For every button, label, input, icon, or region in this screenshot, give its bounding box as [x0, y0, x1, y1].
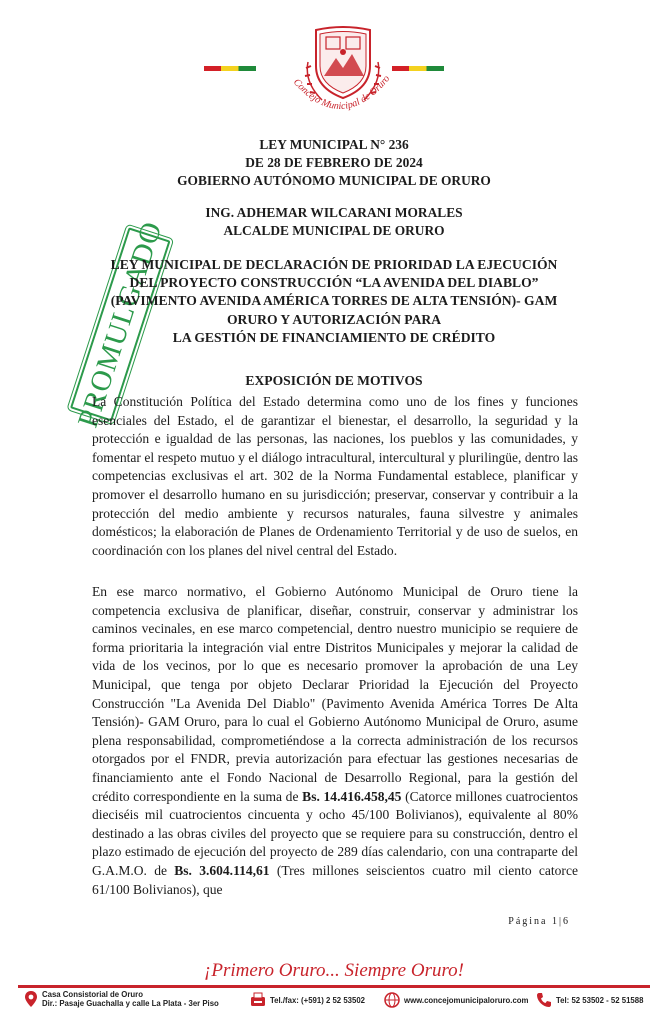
website-link[interactable]: www.concejomunicipaloruro.com [404, 995, 529, 1005]
telfax-text: Tel./fax: (+591) 2 52 53502 [270, 995, 365, 1005]
footer-motto: ¡Primero Oruro... Siempre Oruro! [203, 960, 464, 981]
law-title-line: LA GESTIÓN DE FINANCIAMIENTO DE CRÉDITO [172, 329, 496, 345]
footer-divider [18, 985, 650, 988]
footer-telfax [250, 992, 365, 1008]
mayor-title: ALCALDE MUNICIPAL DE ORURO [223, 223, 445, 238]
page-number: Página 1|6 [508, 916, 570, 927]
promulgado-stamp: PROMULGADO [70, 227, 171, 421]
law-title [60, 256, 608, 347]
flag-stripe-left [204, 66, 256, 71]
globe-icon [384, 992, 400, 1008]
phones-text: Tel: 52 53502 - 52 51588 [556, 995, 644, 1005]
footer [18, 990, 650, 1012]
law-title-line: DEL PROYECTO CONSTRUCCIÓN “LA AVENIDA DEL DIABLO” [129, 275, 539, 291]
paragraph-2-part-a: En ese marco normativo, el Gobierno Autónomo Municipal de Oruro tiene la competencia exclusiva de planificar, diseñar, construir, conservar y administrar los caminos vecinales, en ese marco competencial, dentro nuestro municipio se requiere de forma prioritaria la integración vial entre Distritos Municipales y mejorar la calidad de vida de los vecinos, por lo que es necesario promover la aprobación de una Ley Municipal, que tenga por objeto Declarar Prioridad la Ejecución del Proyecto Construcción "La Avenida Del Diablo" (Pavimento Avenida América Torres De Alta Tensión)- GAM Oruro, para lo cual el Gobierno Autónomo Municipal de Oruro, asume plena responsabilidad, comprometiéndose a la correcta administración de los recursos otorgados por el FNDR, previa autorización para efectuar las gestiones necesarias de financiamiento ante el Fondo Nacional de Desarrollo Regional, para la gestión del crédito correspondiente en la suma de [92, 584, 578, 804]
address-line-2: Dir.: Pasaje Guachalla y calle La Plata - 3er Piso [42, 999, 219, 1008]
paragraph-2 [92, 583, 578, 899]
paragraph-2-part-b: (Catorce millones cuatrocientos dieciséis mil cuatrocientos cincuenta y ocho 45/100 Bolivianos), equivalente al 80% destinado a las obras civiles del proyecto que se requiere para su construcción, dentro el plazo estimado de ejecución del proyecto de 289 días calendario, con una contraparte del G.A.M.O. de [92, 788, 578, 878]
section-heading: EXPOSICIÓN DE MOTIVOS [245, 373, 423, 388]
law-title-line: LEY MUNICIPAL DE DECLARACIÓN DE PRIORIDAD LA EJECUCIÓN [110, 257, 558, 272]
svg-text:Concejo Municipal de Oruro: Concejo Municipal de Oruro [290, 73, 393, 113]
footer-address [24, 990, 219, 1008]
footer-phones [536, 992, 643, 1008]
seal-caption [280, 72, 400, 132]
law-date: DE 28 DE FEBRERO DE 2024 [245, 155, 423, 170]
location-pin-icon [24, 990, 38, 1008]
address-line-1: Casa Consistorial de Oruro [42, 990, 143, 999]
law-number: LEY MUNICIPAL N° 236 [259, 137, 409, 152]
amount-counterpart: Bs. 3.604.114,61 [174, 862, 270, 878]
law-title-line: (PAVIMENTO AVENIDA AMÉRICA TORRES DE ALTA TENSIÓN)- GAM [110, 293, 558, 309]
law-header [60, 136, 608, 190]
flag-stripe-right [392, 66, 444, 71]
footer-website[interactable] [384, 992, 528, 1008]
paragraph-2-part-c: (Tres millones seiscientos cuatro mil ciento catorce 61/100 Bolivianos), que [92, 862, 578, 897]
law-title-line: ORURO Y AUTORIZACIÓN PARA [226, 311, 442, 327]
law-government: GOBIERNO AUTÓNOMO MUNICIPAL DE ORURO [177, 173, 491, 188]
fax-icon [250, 992, 266, 1008]
mayor-block [60, 204, 608, 240]
paragraph-1: La Constitución Política del Estado determina como uno de los fines y funciones esenciales del Estado, el de garantizar el bienestar, el desarrollo, la seguridad y la protección e igualdad de las personas, las naciones, los pueblos y las comunidades, y fomentar el respeto mutuo y el diálogo intracultural, intercultural y plurilingüe, dentro las competencias exclusivas el art. 302 de la Norma Fundamental establece, planificar y promover el desarrollo humano en su jurisdicción; preservar, conservar y contribuir a la protección del medio ambiente y recursos naturales, fauna silvestre y animales domésticos; la elaboración de Planes de Ordenamiento Territorial y de uso de suelos, en coordinación con los planes del nivel central del Estado. [92, 394, 578, 558]
amount-credit: Bs. 14.416.458,45 [302, 788, 402, 804]
phone-icon [536, 992, 552, 1008]
mayor-name: ING. ADHEMAR WILCARANI MORALES [205, 205, 463, 220]
stamp-wrapper [38, 217, 169, 432]
